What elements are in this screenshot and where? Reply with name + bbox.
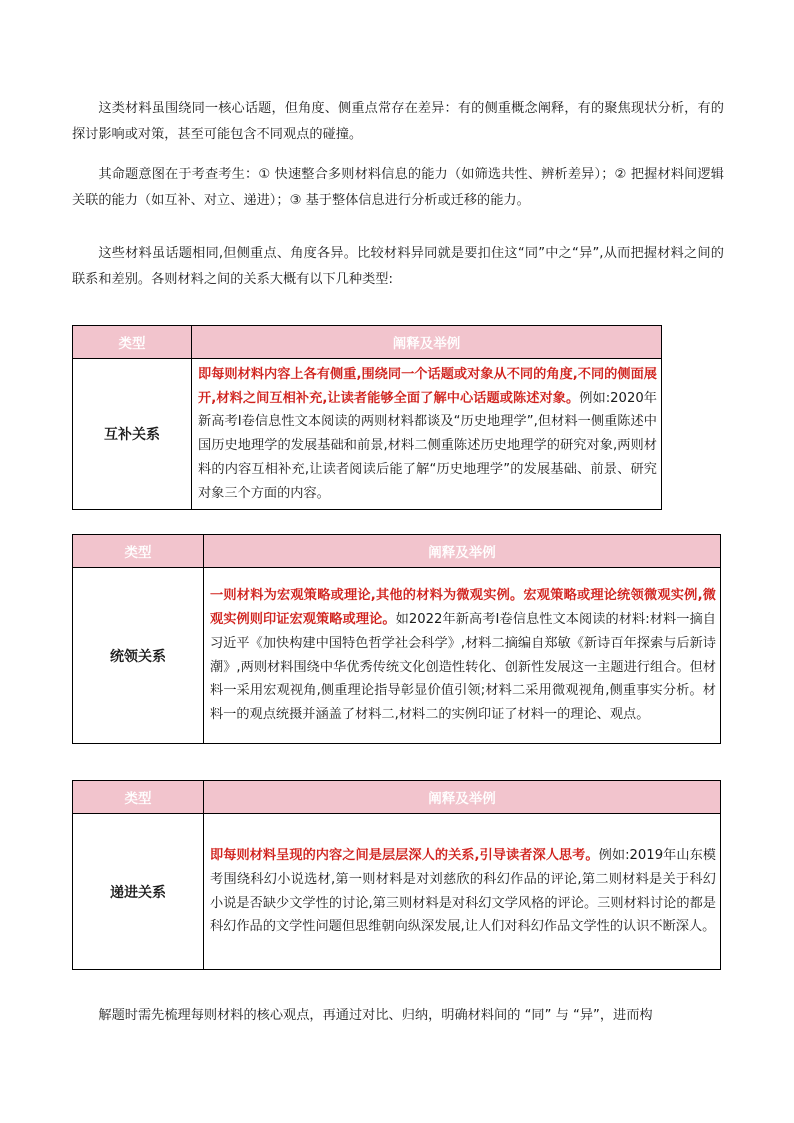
relation-table-progressive xyxy=(72,780,721,970)
example-text: 如2022年新高考Ⅰ卷信息性文本阅读的材料:材料一摘自习近平《加快构建中国特色哲学社会科学》,材料二摘编自郑敏《新诗百年探索与后新诗潮》,两则材料围绕中华优秀传统文化创造性转化、创新性发展这一主题进行组合。但材料一采用宏观视角,侧重理论指导彰显价值引领;材料二采用微观视角,侧重事实分析。材料一的观点统摄并涵盖了材料二,材料二的实例印证了材料一的理论、观点。 xyxy=(210,612,716,722)
relation-description xyxy=(204,568,721,744)
intro-paragraph-1: 这类材料虽围绕同一核心话题，但角度、侧重点常存在差异：有的侧重概念阐释，有的聚焦现状分析，有的探讨影响或对策，甚至可能包含不同观点的碰撞。 xyxy=(72,101,724,142)
relation-table-complementary xyxy=(72,325,662,510)
relation-description xyxy=(192,359,662,510)
intro-paragraph-3: 这些材料虽话题相同,但侧重点、角度各异。比较材料异同就是要扣住这“同”中之“异”,从而把握材料之间的联系和差别。各则材料之间的关系大概有以下几种类型: xyxy=(72,246,724,287)
example-text: 例如:2019年山东模考围绕科幻小说选材,第一则材料是对刘慈欣的科幻作品的评论,第二则材料是关于科幻小说是否缺少文学性的讨论,第三则材料是对科幻文学风格的评论。三则材料讨论的都是科幻作品的文学性问题但思维朝向纵深发展,让人们对科幻作品文学性的认识不断深人。 xyxy=(210,848,716,935)
relation-type-label: 递进关系 xyxy=(73,814,204,970)
type-column-header: 类型 xyxy=(73,326,192,359)
type-column-header: 类型 xyxy=(73,781,204,814)
highlight-definition: 即每则材料内容上各有侧重,围绕同一个话题或对象从不同的角度,不同的侧面展开,材料之间互相补充,让读者能够全面了解中心话题或陈述对象。 xyxy=(198,367,657,406)
relation-description xyxy=(204,814,721,970)
description-column-header: 阐释及举例 xyxy=(204,535,721,568)
description-column-header: 阐释及举例 xyxy=(204,781,721,814)
relation-type-label: 统领关系 xyxy=(73,568,204,744)
highlight-definition: 一则材料为宏观策略或理论,其他的材料为微观实例。宏观策略或理论统领微观实例,微观实例则印证宏观策略或理论。 xyxy=(210,588,716,628)
description-column-header: 阐释及举例 xyxy=(192,326,662,359)
closing-paragraph: 解题时需先梳理每则材料的核心观点，再通过对比、归纳，明确材料间的 “同” 与 “异”，进而构 xyxy=(98,1008,653,1023)
example-text: 例如:2020年新高考Ⅰ卷信息性文本阅读的两则材料都谈及“历史地理学”,但材料一侧重陈述中国历史地理学的发展基础和前景,材料二侧重陈述历史地理学的研究对象,两则材料的内容互相补充,让读者阅读后能了解“历史地理学”的发展基础、前景、研究对象三个方面的内容。 xyxy=(198,390,657,501)
intro-paragraph-2: 其命题意图在于考查考生：① 快速整合多则材料信息的能力（如筛选共性、辨析差异）；② 把握材料间逻辑关联的能力（如互补、对立、递进）；③ 基于整体信息进行分析或迁移的能力。 xyxy=(72,167,724,208)
relation-table-governing xyxy=(72,534,721,744)
relation-type-label: 互补关系 xyxy=(73,359,192,510)
type-column-header: 类型 xyxy=(73,535,204,568)
highlight-definition: 即每则材料呈现的内容之间是层层深人的关系,引导读者深人思考。 xyxy=(210,848,599,864)
